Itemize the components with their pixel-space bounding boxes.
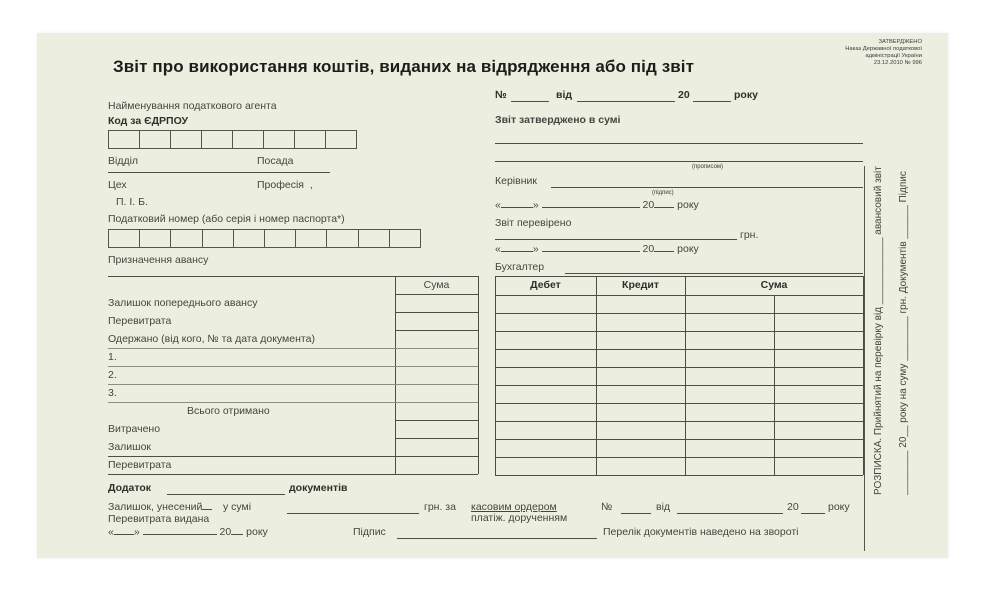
advance-row-label: 1. — [108, 351, 117, 363]
ledger-header-credit: Кредит — [622, 279, 659, 291]
ledger-cell[interactable] — [597, 368, 685, 385]
ledger-cell[interactable] — [597, 350, 685, 367]
quote-close: » — [532, 199, 539, 211]
ledger-cell[interactable] — [686, 422, 774, 439]
approved-sum-line-1[interactable] — [495, 143, 863, 144]
advance-sum-cell[interactable] — [396, 457, 478, 474]
ledger-cell[interactable] — [496, 296, 596, 313]
checked-label: Звіт перевірено — [495, 217, 572, 229]
tax-number-digit-box[interactable] — [108, 229, 140, 248]
tax-number-digit-box[interactable] — [358, 229, 390, 248]
ledger-cell[interactable] — [686, 458, 774, 475]
advance-row-label: Перевитрата — [108, 459, 172, 471]
ledger-cell[interactable] — [496, 368, 596, 385]
overspend-year-field[interactable] — [231, 534, 243, 535]
edrpou-digit-box[interactable] — [294, 130, 326, 149]
year-prefix: 20 — [642, 243, 655, 255]
department-label: Відділ — [108, 155, 139, 167]
ledger-cell[interactable] — [686, 296, 774, 313]
advance-sum-cell[interactable] — [396, 367, 478, 384]
approval-stamp — [845, 39, 922, 67]
head-label: Керівник — [495, 175, 537, 187]
ledger-cell[interactable] — [496, 350, 596, 367]
quote-open: « — [495, 243, 501, 255]
footer-from-label: від — [656, 501, 671, 513]
ledger-cell[interactable] — [775, 404, 863, 421]
footer-year-suffix: року — [828, 501, 850, 513]
year-suffix: року — [246, 526, 268, 538]
advance-sum-cell[interactable] — [396, 331, 478, 348]
ledger-cell[interactable] — [686, 368, 774, 385]
checked-date-row — [495, 243, 699, 255]
ledger-cell[interactable] — [597, 314, 685, 331]
advance-row-label: Залишок попереднього авансу — [108, 297, 258, 309]
ledger-cell[interactable] — [496, 314, 596, 331]
ledger-cell[interactable] — [775, 368, 863, 385]
payment-order-label[interactable]: платіж. дорученням — [471, 512, 568, 524]
stamp-line-2: Наказ Державної податкової — [845, 46, 922, 52]
attachment-count-field[interactable] — [167, 494, 285, 495]
ledger-cell[interactable] — [496, 458, 596, 475]
ledger-cell[interactable] — [775, 440, 863, 457]
ledger-cell[interactable] — [686, 386, 774, 403]
profession-label-text: Професія — [257, 179, 304, 191]
attachment-label: Додаток — [108, 482, 152, 494]
edrpou-digit-box[interactable] — [201, 130, 233, 149]
ledger-cell[interactable] — [775, 386, 863, 403]
in-words-caption: (прописом) — [692, 164, 724, 170]
overspend-date-row — [108, 526, 268, 538]
accountant-label: Бухгалтер — [495, 261, 545, 273]
remainder-label-text: Залишок, унесений — [108, 501, 203, 513]
ledger-row-line — [495, 475, 863, 476]
checked-day-field[interactable] — [501, 251, 533, 252]
ledger-cell[interactable] — [597, 404, 685, 421]
advance-sum-cell[interactable] — [396, 439, 478, 456]
advance-row-label: 2. — [108, 369, 117, 381]
advance-row-label: Одержано (від кого, № та дата документа) — [108, 333, 315, 345]
advance-sum-cell[interactable] — [396, 313, 478, 330]
footer-number-label: № — [601, 501, 613, 513]
quote-open: « — [495, 199, 501, 211]
footer-year-prefix: 20 — [787, 501, 799, 513]
ledger-cell[interactable] — [775, 458, 863, 475]
ledger-cell[interactable] — [597, 440, 685, 457]
remainder-label — [108, 501, 212, 513]
report-date-field[interactable] — [577, 101, 675, 102]
edrpou-digit-box[interactable] — [232, 130, 264, 149]
uah-label: грн. — [740, 229, 759, 241]
stamp-line-1: ЗАТВЕРДЖЕНО — [878, 39, 922, 45]
docs-list-note: Перелік документів наведено на звороті — [603, 526, 799, 538]
tax-number-digit-box[interactable] — [202, 229, 234, 248]
ledger-cell[interactable] — [496, 332, 596, 349]
footer-date-field[interactable] — [677, 513, 783, 514]
in-sum-label: у сумі — [223, 501, 252, 513]
ledger-cell[interactable] — [686, 350, 774, 367]
receipt-stub-divider — [864, 166, 865, 551]
advance-row-label: 3. — [108, 387, 117, 399]
tax-number-digit-box[interactable] — [139, 229, 171, 248]
tax-number-digit-box[interactable] — [326, 229, 358, 248]
ledger-cell[interactable] — [775, 314, 863, 331]
ledger-cell[interactable] — [597, 386, 685, 403]
overspend-day-field[interactable] — [114, 534, 134, 535]
receipt-stub-line-1: РОЗПИСКА. Прийнятий на перевірку від ____________ авансовий звіт — [873, 166, 884, 495]
year-prefix: 20 — [219, 526, 232, 538]
head-day-field[interactable] — [501, 207, 533, 208]
advance-row-label: Всього отримано — [187, 405, 270, 417]
ledger-cell[interactable] — [775, 296, 863, 313]
year-suffix: року — [677, 243, 699, 255]
profession-label — [257, 179, 313, 191]
shop-label: Цех — [108, 179, 127, 191]
cash-order-label[interactable]: касовим ордером — [471, 501, 557, 513]
ledger-cell[interactable] — [496, 386, 596, 403]
signature-label: Підпис — [353, 526, 386, 538]
ledger-cell[interactable] — [686, 332, 774, 349]
overspend-month-field[interactable] — [143, 534, 217, 535]
head-year-field[interactable] — [654, 207, 674, 208]
ledger-cell[interactable] — [775, 422, 863, 439]
department-line[interactable] — [108, 172, 330, 173]
profession-comma: , — [309, 179, 313, 191]
approved-sum-line-2[interactable] — [495, 161, 863, 162]
number-label: № — [495, 89, 507, 101]
full-name-label: П. І. Б. — [116, 196, 148, 208]
remainder-underline — [202, 509, 212, 510]
advance-row-line — [108, 474, 478, 475]
ledger-header-debit: Дебет — [530, 279, 561, 291]
quote-open: « — [108, 526, 114, 538]
advance-sum-cell[interactable] — [396, 349, 478, 366]
report-number-row — [495, 89, 507, 101]
remainder-sum-field[interactable] — [287, 513, 419, 514]
advance-report-form — [37, 33, 948, 558]
advance-row-label: Залишок — [108, 441, 152, 453]
report-number-field[interactable] — [511, 101, 549, 102]
tax-number-digit-box[interactable] — [170, 229, 202, 248]
checked-sum-field[interactable] — [495, 239, 737, 240]
year-suffix: року — [734, 89, 758, 101]
uah-by-label: грн. за — [424, 501, 456, 513]
ledger-cell[interactable] — [496, 404, 596, 421]
head-date-row — [495, 199, 699, 211]
ledger-cell[interactable] — [686, 404, 774, 421]
sum-column-right-border — [478, 276, 479, 474]
advance-purpose-label: Призначення авансу — [108, 254, 209, 266]
documents-label: документів — [289, 482, 348, 494]
table-top-border — [108, 276, 478, 277]
ledger-cell[interactable] — [686, 314, 774, 331]
ledger-cell[interactable] — [686, 440, 774, 457]
ledger-cell[interactable] — [496, 422, 596, 439]
advance-row-label: Витрачено — [108, 423, 161, 435]
receipt-stub-line-2: ________ 20__ року на суму ________ грн. Документів ______ Підпис — [898, 171, 909, 495]
approved-sum-label: Звіт затверджено в сумі — [495, 114, 621, 126]
ledger-cell[interactable] — [597, 296, 685, 313]
advance-sum-cell[interactable] — [396, 295, 478, 312]
ledger-top-border — [495, 276, 863, 277]
checked-year-field[interactable] — [654, 251, 674, 252]
head-signature-field[interactable] — [551, 187, 863, 188]
overspend-label: Перевитрата видана — [108, 513, 210, 525]
ledger-header-sum: Сума — [760, 279, 788, 291]
ledger-cell[interactable] — [775, 350, 863, 367]
year-prefix: 20 — [678, 89, 690, 101]
tax-number-digit-box[interactable] — [264, 229, 296, 248]
checked-month-field[interactable] — [542, 251, 640, 252]
tax-agent-label: Найменування податкового агента — [108, 100, 277, 112]
advance-row-label: Перевитрата — [108, 315, 172, 327]
ledger-cell[interactable] — [775, 332, 863, 349]
ledger-cell[interactable] — [597, 422, 685, 439]
tax-number-digit-box[interactable] — [389, 229, 421, 248]
advance-sum-cell[interactable] — [396, 385, 478, 402]
ledger-cell[interactable] — [597, 458, 685, 475]
form-title: Звіт про використання коштів, виданих на відрядження або під звіт — [113, 57, 695, 76]
footer-number-field[interactable] — [621, 513, 651, 514]
year-suffix: року — [677, 199, 699, 211]
advance-sum-header: Сума — [423, 279, 450, 291]
advance-sum-cell[interactable] — [396, 403, 478, 420]
tax-number-digit-box[interactable] — [295, 229, 327, 248]
quote-close: » — [532, 243, 539, 255]
signature-field[interactable] — [397, 538, 597, 539]
edrpou-digit-box[interactable] — [139, 130, 171, 149]
accountant-signature-field[interactable] — [565, 273, 863, 274]
position-label: Посада — [257, 155, 294, 167]
advance-sum-cell[interactable] — [396, 421, 478, 438]
edrpou-digit-box[interactable] — [108, 130, 140, 149]
stamp-line-4: 23.12.2010 № 996 — [873, 60, 922, 66]
edrpou-label: Код за ЄДРПОУ — [108, 115, 189, 127]
signature-caption: (підпис) — [652, 190, 674, 196]
ledger-cell[interactable] — [597, 332, 685, 349]
edrpou-digit-box[interactable] — [170, 130, 202, 149]
footer-year-field[interactable] — [801, 513, 825, 514]
tax-number-digit-box[interactable] — [233, 229, 265, 248]
tax-number-label: Податковий номер (або серія і номер паспорта*) — [108, 213, 345, 225]
stamp-line-3: адміністрації України — [865, 53, 922, 59]
from-label: від — [556, 89, 573, 101]
edrpou-digit-box[interactable] — [263, 130, 295, 149]
head-month-field[interactable] — [542, 207, 640, 208]
ledger-cell[interactable] — [496, 440, 596, 457]
edrpou-digit-box[interactable] — [325, 130, 357, 149]
year-prefix: 20 — [642, 199, 655, 211]
quote-close: » — [133, 526, 140, 538]
report-year-field[interactable] — [693, 101, 731, 102]
